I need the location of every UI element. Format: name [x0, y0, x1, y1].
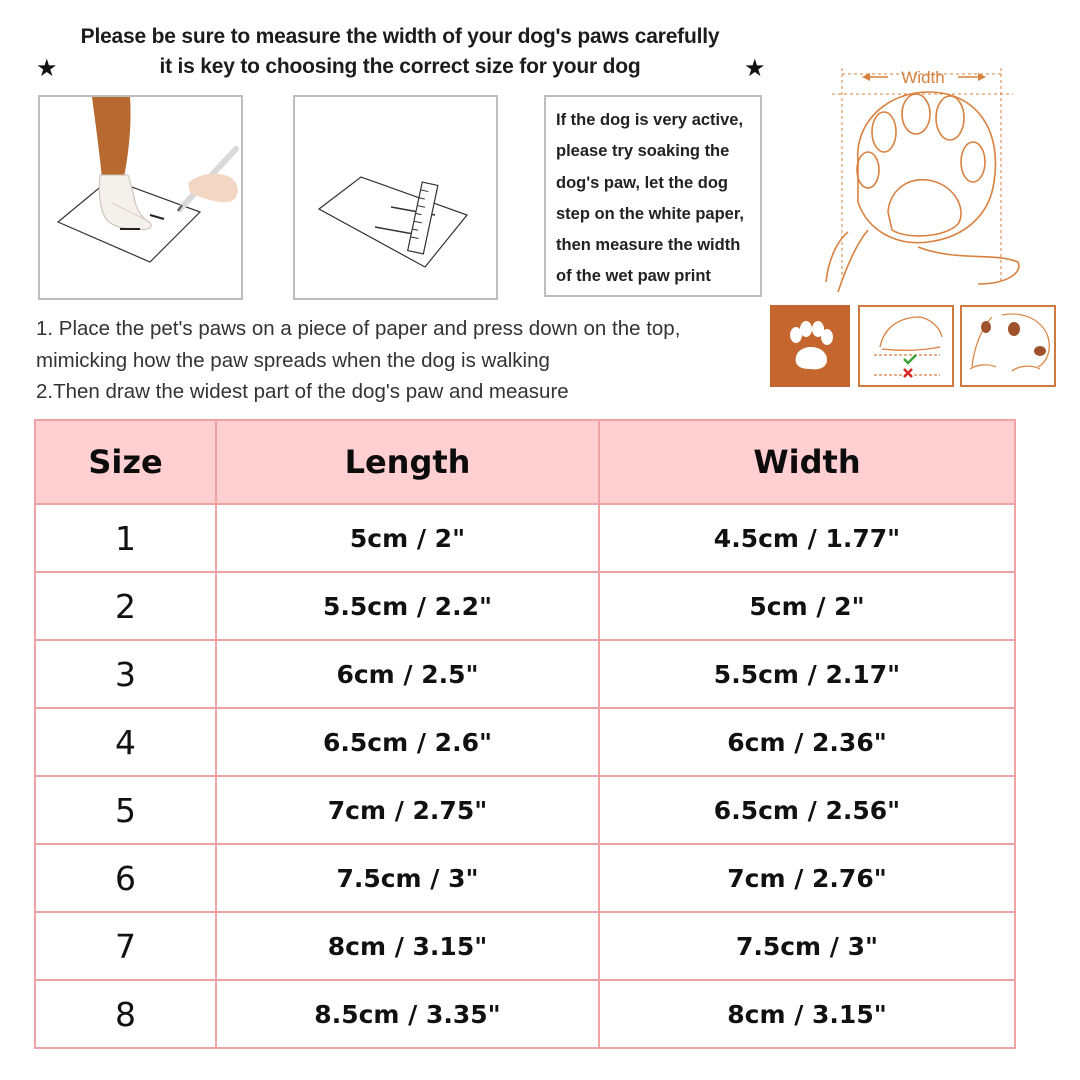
- wet-paw-tip-panel: [544, 95, 762, 297]
- size-cell: 1: [35, 504, 216, 572]
- paw-width-diagram: [818, 62, 1028, 292]
- paw-print-thumbnail: [770, 305, 850, 387]
- size-cell: 7: [35, 912, 216, 980]
- table-row: [35, 640, 1015, 708]
- header-width: Width: [599, 420, 1015, 504]
- header-length: Length: [216, 420, 599, 504]
- step-1-line-2: mimicking how the paw spreads when the dog is walking: [36, 348, 550, 372]
- table-row: [35, 504, 1015, 572]
- table-row: [35, 844, 1015, 912]
- table-row: [35, 708, 1015, 776]
- header-line-2: it is key to choosing the correct size for your dog: [159, 55, 641, 78]
- paw-print-icon: [770, 305, 850, 387]
- table-row: [35, 912, 1015, 980]
- length-cell: 5.5cm / 2.2": [216, 572, 599, 640]
- dog-paws-drawing: [962, 307, 1054, 385]
- width-label: Width: [901, 68, 945, 87]
- size-cell: 2: [35, 572, 216, 640]
- width-cell: 6.5cm / 2.56": [599, 776, 1015, 844]
- header-line-1: Please be sure to measure the width of your dog's paws carefully: [80, 25, 720, 48]
- width-cell: 5cm / 2": [599, 572, 1015, 640]
- width-cell: 5.5cm / 2.17": [599, 640, 1015, 708]
- size-cell: 8: [35, 980, 216, 1048]
- width-cell: 7cm / 2.76": [599, 844, 1015, 912]
- length-cell: 8.5cm / 3.35": [216, 980, 599, 1048]
- size-chart-table: [34, 419, 1016, 1049]
- fit-check-thumbnail: [858, 305, 954, 387]
- wet-paw-tip-text: If the dog is very active, please try soaking the dog's paw, let the dog step on the white paper, then measure the width of the wet paw print: [556, 111, 744, 286]
- table-row: [35, 572, 1015, 640]
- check-icon: [904, 355, 916, 363]
- instruction-header: [0, 22, 800, 82]
- step-2: 2.Then draw the widest part of the dog's paw and measure: [36, 380, 569, 403]
- fit-check-drawing: [860, 307, 952, 385]
- cross-icon: [904, 369, 912, 377]
- length-cell: 6cm / 2.5": [216, 640, 599, 708]
- length-cell: 8cm / 3.15": [216, 912, 599, 980]
- size-cell: 4: [35, 708, 216, 776]
- length-cell: 7cm / 2.75": [216, 776, 599, 844]
- measure-steps: [36, 313, 776, 408]
- width-cell: 8cm / 3.15": [599, 980, 1015, 1048]
- width-cell: 6cm / 2.36": [599, 708, 1015, 776]
- size-cell: 3: [35, 640, 216, 708]
- star-icon: ★: [36, 55, 58, 82]
- header-size: Size: [35, 420, 216, 504]
- length-cell: 7.5cm / 3": [216, 844, 599, 912]
- measure-ruler-illustration: [293, 95, 498, 300]
- size-cell: 6: [35, 844, 216, 912]
- star-icon: ★: [744, 55, 766, 82]
- size-chart-header-row: [35, 420, 1015, 504]
- dog-paws-thumbnail: [960, 305, 1056, 387]
- table-row: [35, 776, 1015, 844]
- trace-paw-drawing: [40, 97, 241, 298]
- step-1-line-1: 1. Place the pet's paws on a piece of paper and press down on the top,: [36, 317, 681, 340]
- ruler-drawing: [295, 97, 496, 298]
- width-cell: 7.5cm / 3": [599, 912, 1015, 980]
- width-cell: 4.5cm / 1.77": [599, 504, 1015, 572]
- size-cell: 5: [35, 776, 216, 844]
- table-row: [35, 980, 1015, 1048]
- length-cell: 6.5cm / 2.6": [216, 708, 599, 776]
- length-cell: 5cm / 2": [216, 504, 599, 572]
- trace-paw-illustration: [38, 95, 243, 300]
